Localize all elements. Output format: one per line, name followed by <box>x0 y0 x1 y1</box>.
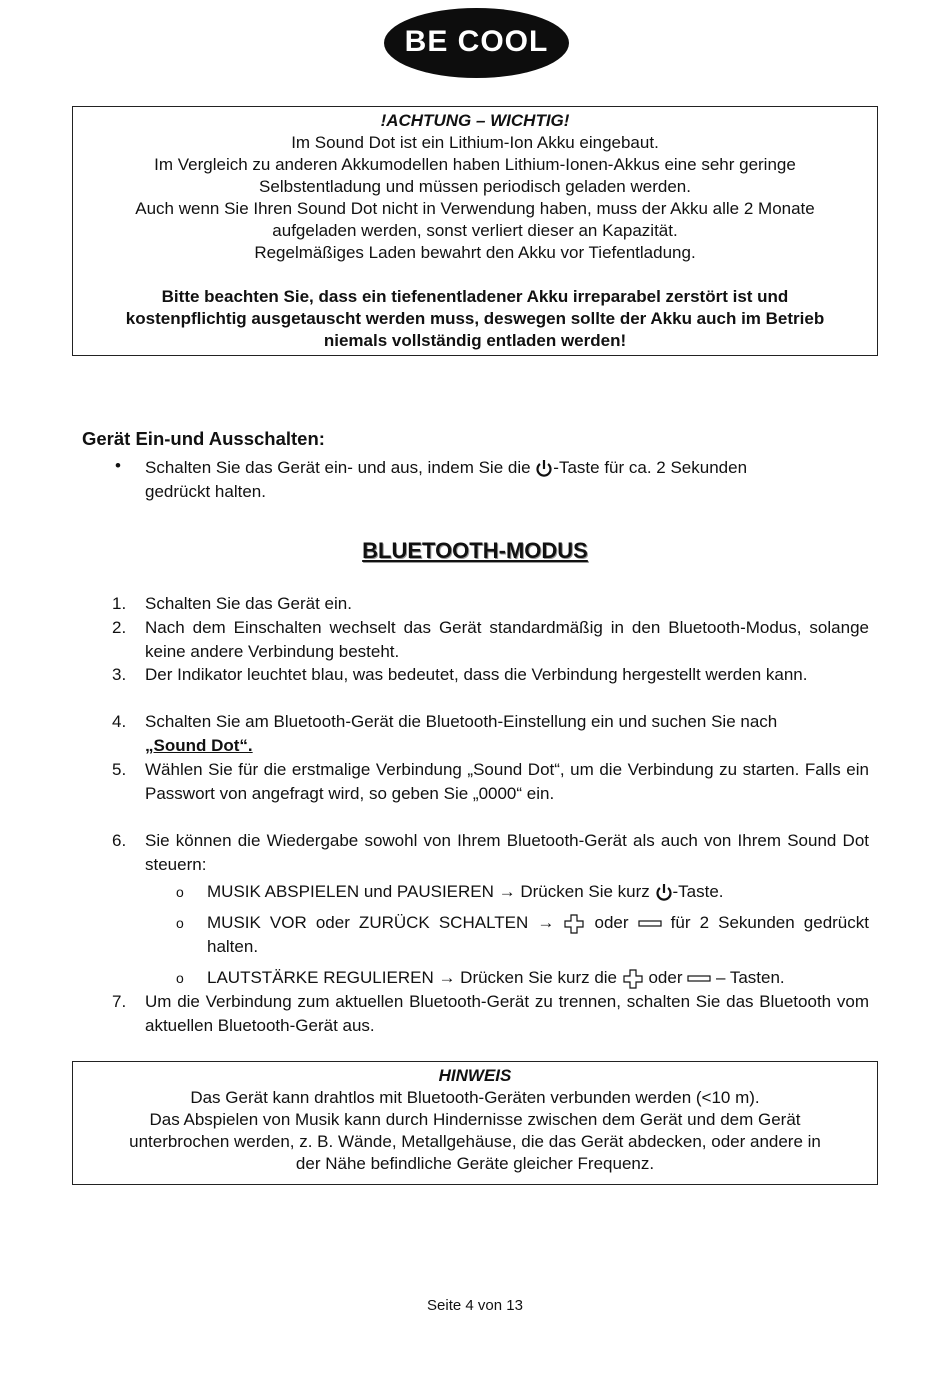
power-bullet-part: gedrückt halten. <box>145 482 266 501</box>
warning-bold-line: Bitte beachten Sie, dass ein tiefenentladener Akku irreparabel zerstört ist und <box>161 287 789 306</box>
minus-icon <box>638 919 662 929</box>
step-number: 2. <box>112 618 127 637</box>
step-text: Der Indikator leuchtet blau, was bedeutet, dass die Verbindung hergestellt werden kann. <box>145 665 808 684</box>
brand-logo-text: BE COOL <box>404 25 549 58</box>
sub-item-volume <box>207 966 869 990</box>
sub-text: – Tasten. <box>711 968 785 987</box>
brand-logo <box>384 8 569 78</box>
warning-line: Im Vergleich zu anderen Akkumodellen haben Lithium-Ionen-Akkus eine sehr geringe <box>154 155 796 174</box>
step-number: 1. <box>112 594 127 613</box>
sub-text: MUSIK VOR oder ZURÜCK SCHALTEN → <box>207 913 564 932</box>
warning-title: !ACHTUNG – WICHTIG! <box>380 111 570 130</box>
step-number: 6. <box>112 831 127 850</box>
warning-bold-line: niemals vollständig entladen werden! <box>323 331 627 350</box>
power-bullet-part: Schalten Sie das Gerät ein- und aus, indem Sie die <box>145 458 536 477</box>
sub-text: LAUTSTÄRKE REGULIEREN → Drücken Sie kurz die <box>207 968 622 987</box>
step-number: 4. <box>112 712 127 731</box>
step-text: Sie können die Wiedergabe sowohl von Ihrem Bluetooth-Gerät als auch von Ihrem Sound Dot steuern: <box>145 831 869 874</box>
note-line: Das Gerät kann drahtlos mit Bluetooth-Geräten verbunden werden (<10 m). <box>190 1088 760 1107</box>
note-line: unterbrochen werden, z. B. Wände, Metallgehäuse, die das Gerät abdecken, oder andere in <box>129 1132 821 1151</box>
sub-text: oder <box>643 968 688 987</box>
warning-line: Im Sound Dot ist ein Lithium-Ion Akku eingebaut. <box>291 133 659 152</box>
sub-text: -Taste. <box>672 882 724 901</box>
step-text: Wählen Sie für die erstmalige Verbindung „Sound Dot“, um die Verbindung zu starten. Falls ein Passwort von angefragt wird, so geben Sie „0000“ ein. <box>145 760 869 803</box>
device-name: „Sound Dot“. <box>145 736 253 755</box>
note-line: der Nähe befindliche Geräte gleicher Frequenz. <box>295 1154 655 1173</box>
sub-text: MUSIK ABSPIELEN und PAUSIEREN → Drücken Sie kurz <box>207 882 655 901</box>
step-number: 3. <box>112 665 127 684</box>
plus-icon <box>622 968 644 990</box>
warning-line: Auch wenn Sie Ihren Sound Dot nicht in Verwendung haben, muss der Akku alle 2 Monate <box>135 199 815 218</box>
power-bullet-part: -Taste für ca. 2 Sekunden <box>553 458 748 477</box>
power-heading: Gerät Ein-und Ausschalten: <box>82 428 325 449</box>
sub-bullet: o <box>176 915 184 931</box>
step-text: Schalten Sie das Gerät ein. <box>145 594 352 613</box>
warning-line: Regelmäßiges Laden bewahrt den Akku vor Tiefentladung. <box>254 243 696 262</box>
page-number: Seite 4 von 13 <box>427 1297 523 1314</box>
warning-line: Selbstentladung und müssen periodisch geladen werden. <box>259 177 691 196</box>
warning-line: aufgeladen werden, sonst verliert dieser an Kapazität. <box>272 221 678 240</box>
bullet-dot: • <box>115 456 121 475</box>
power-icon <box>535 459 553 479</box>
step-number: 7. <box>112 992 127 1011</box>
note-line: Das Abspielen von Musik kann durch Hindernisse zwischen dem Gerät und dem Gerät <box>149 1110 801 1129</box>
sub-bullet: o <box>176 884 184 900</box>
step-text <box>145 710 869 758</box>
minus-icon <box>687 974 711 984</box>
bluetooth-heading: BLUETOOTH-MODUS <box>362 538 588 563</box>
sub-item-play <box>207 880 869 904</box>
sub-text: oder <box>585 913 638 932</box>
sub-item-skip <box>207 911 869 959</box>
warning-bold-line: kostenpflichtig ausgetauscht werden muss, deswegen sollte der Akku auch im Betrieb <box>125 309 825 328</box>
step-text: Nach dem Einschalten wechselt das Gerät standardmäßig in den Bluetooth-Modus, solange keine andere Verbindung besteht. <box>145 618 869 661</box>
plus-icon <box>563 913 585 935</box>
sub-text: für 2 Sekunden gedrückt halten. <box>207 913 869 956</box>
power-bullet-text <box>145 456 865 504</box>
step-text: Um die Verbindung zum aktuellen Bluetooth-Gerät zu trennen, schalten Sie das Bluetooth vom aktuellen Bluetooth-Gerät aus. <box>145 992 869 1035</box>
note-title: HINWEIS <box>438 1066 512 1085</box>
sub-bullet: o <box>176 970 184 986</box>
step-4-text: Schalten Sie am Bluetooth-Gerät die Bluetooth-Einstellung ein und suchen Sie nach <box>145 712 778 731</box>
warning-box <box>72 106 878 356</box>
step-number: 5. <box>112 760 127 779</box>
note-box <box>72 1061 878 1185</box>
power-icon <box>655 883 673 903</box>
